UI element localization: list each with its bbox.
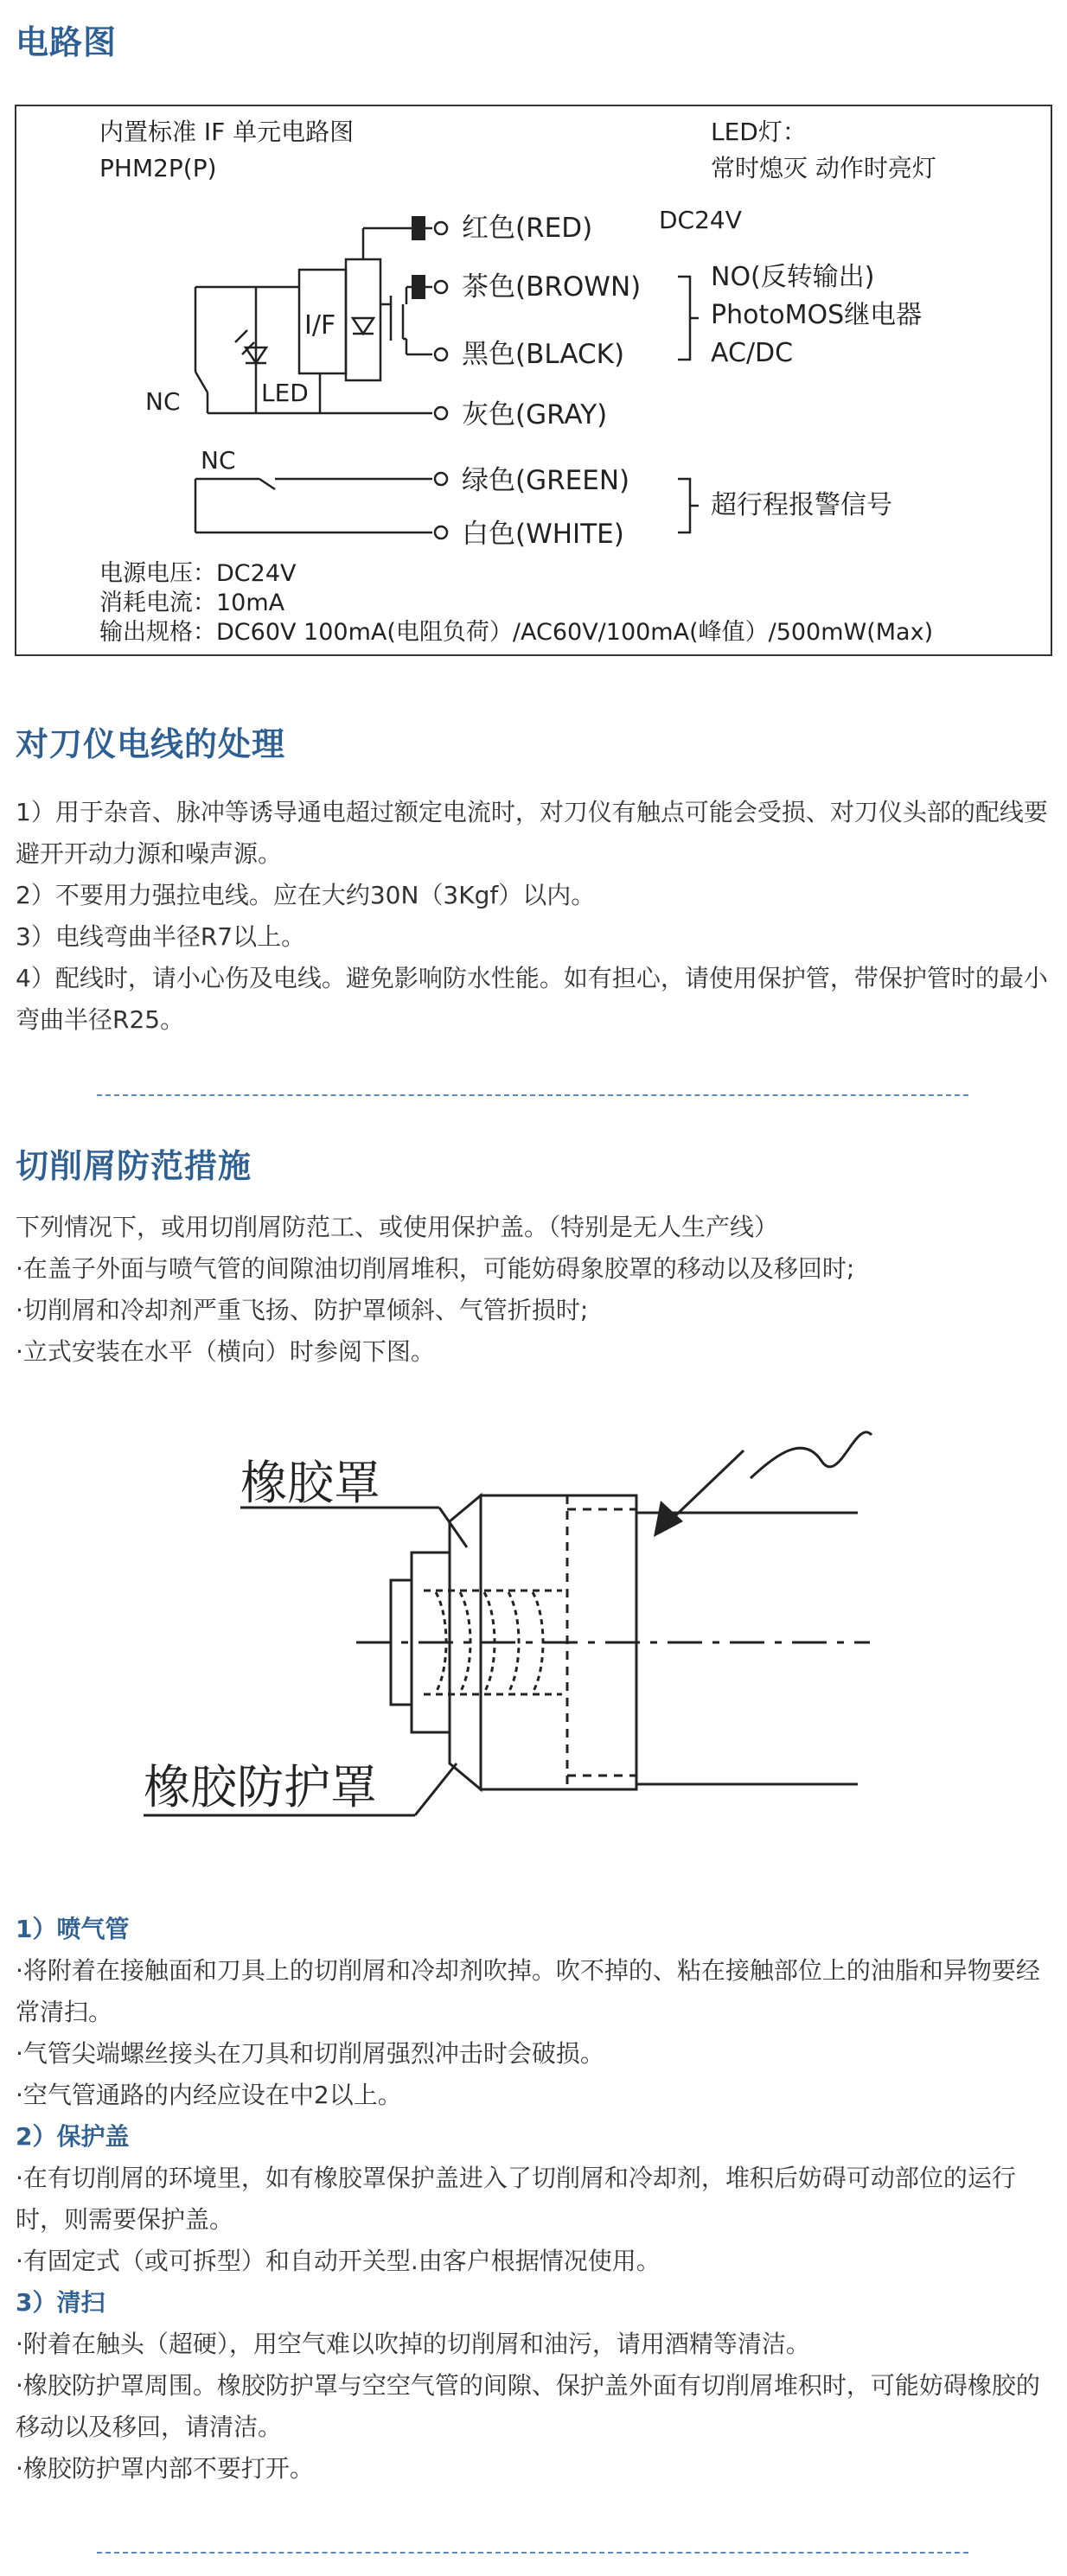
chip-intro-1: 下列情况下，或用切削屑防范工、或使用保护盖。（特别是无人生产线） [16,1213,779,1241]
no-line-1: NO(反转输出) [711,262,875,292]
wire-item-4: 4）配线时，请小心伤及电线。避免影响防水性能。如有担心，请使用保护管，带保护管时的最小弯曲半径R25。 [16,964,1048,1034]
measure-3-item-3: ·橡胶防护罩内部不要打开。 [16,2454,314,2483]
chip-intro [16,1207,1053,1373]
red-terminal [412,216,425,240]
no-line-2: PhotoMOS继电器 [711,300,923,330]
nc-label-2: NC [201,446,236,475]
wire-white-label: 白色(WHITE) [462,519,624,550]
wire-item-1: 1）用于杂音、脉冲等诱导通电超过额定电流时，对刀仪有触点可能会受损、对刀仪头部的配线要避开开动力源和噪声源。 [16,798,1048,868]
label-rubber-guard: 橡胶防护罩 [144,1760,377,1814]
circuit-diagram [0,0,1067,674]
circuit-heading-2: PHM2P(P) [99,154,217,182]
chip-intro-3: ·切削屑和冷却剂严重飞扬、防护罩倾斜、气管折损时; [16,1296,589,1324]
wire-item-2: 2）不要用力强拉电线。应在大约30N（3Kgf）以内。 [16,881,596,909]
if-label: I/F [304,310,336,341]
diode-icon [353,318,374,334]
measure-1-heading: 1）喷气管 [16,1915,130,1943]
led-line-1: LED灯： [711,118,807,146]
wire-items [16,792,1053,1041]
led-label: LED [261,379,309,407]
divider-1 [97,1094,968,1096]
nc-label-1: NC [145,387,181,416]
measure-2-item-1: ·在有切削屑的环境里，如有橡胶罩保护盖进入了切削屑和冷却剂，堆积后妨碍可动部位的运行时，则需要保护盖。 [16,2164,1016,2234]
wire-section-title: 对刀仪电线的处理 [16,725,286,763]
dc24v-label: DC24V [659,206,742,234]
arrow-head [654,1501,683,1537]
wire-red-label: 红色(RED) [462,213,593,244]
brown-terminal [412,275,425,299]
alarm-label: 超行程报警信号 [711,490,892,520]
measure-1-item-3: ·空气管通路的内经应设在中2以上。 [16,2081,402,2109]
wire-gray-label: 灰色(GRAY) [462,399,608,430]
chip-section-title: 切削屑防范措施 [16,1147,252,1185]
wire-green-label: 绿色(GREEN) [462,465,630,496]
measure-3-item-2: ·橡胶防护罩周围。橡胶防护罩与空空气管的间隙、保护盖外面有切削屑堆积时，可能妨碍橡胶的移动以及移回，请清洁。 [16,2371,1040,2441]
circuit-heading-1: 内置标准 IF 单元电路图 [99,118,355,146]
measure-2-heading: 2）保护盖 [16,2122,130,2151]
circuit-section-title: 电路图 [16,23,118,61]
rubber-cover-diagram [0,1383,1067,1850]
spec-current: 消耗电流：10mA [99,590,285,616]
measure-3-item-1: ·附着在触头（超硬），用空气难以吹掉的切削屑和油污，请用酒精等清洁。 [16,2330,810,2358]
measures [16,1909,1053,2490]
wire-black-label: 黑色(BLACK) [462,339,625,370]
measure-2-item-2: ·有固定式（或可拆型）和自动开关型.由客户根据情况使用。 [16,2247,661,2275]
label-rubber-cover: 橡胶罩 [240,1456,380,1510]
wire-item-3: 3）电线弯曲半径R7以上。 [16,922,306,951]
spec-voltage: 电源电压：DC24V [99,560,297,587]
led-line-2: 常时熄灭 动作时亮灯 [711,154,936,182]
spec-output: 输出规格：DC60V 100mA(电阻负荷）/AC60V/100mA(峰值）/500mW(Max) [99,619,934,646]
divider-2 [97,2552,968,2554]
measure-3-heading: 3）清扫 [16,2288,105,2317]
measure-1-item-2: ·气管尖端螺丝接头在刀具和切削屑强烈冲击时会破损。 [16,2039,604,2068]
chip-intro-2: ·在盖子外面与喷气管的间隙油切削屑堆积，可能妨碍象胶罩的移动以及移回时; [16,1254,855,1283]
if-box-right [346,259,380,380]
wire-brown-label: 茶色(BROWN) [462,271,642,303]
no-line-3: AC/DC [711,338,794,368]
measure-1-item-1: ·将附着在接触面和刀具上的切削屑和冷却剂吹掉。吹不掉的、粘在接触部位上的油脂和异物要经常清扫。 [16,1956,1040,2026]
chip-intro-4: ·立式安装在水平（横向）时参阅下图。 [16,1337,435,1366]
